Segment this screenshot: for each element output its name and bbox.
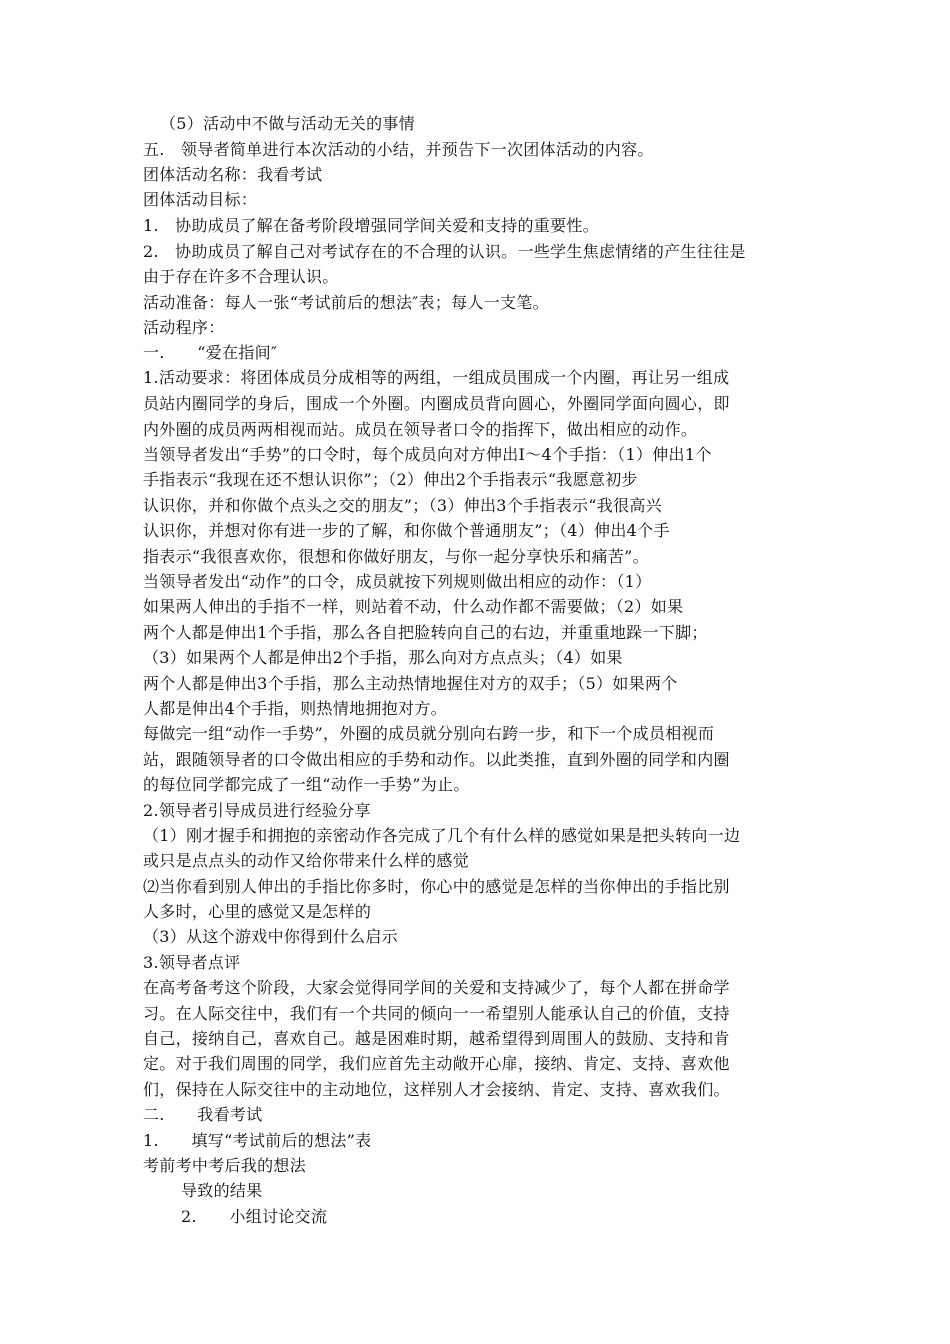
text-line: 考前考中考后我的想法 <box>143 1156 307 1175</box>
text-line: 定。对于我们周围的同学，我们应首先主动敞开心扉，接纳、肯定、支持、喜欢他 <box>143 1054 730 1073</box>
text-line: 导致的结果 <box>181 1181 263 1200</box>
text-line: 由于存在许多不合理认识。 <box>143 267 339 286</box>
text-line: 自己，接纳自己，喜欢自己。越是困难时期，越希望得到周围人的鼓励、支持和肯 <box>143 1029 730 1048</box>
text-line: 1. 填写“考试前后的想法”表 <box>143 1131 372 1150</box>
text-line: 认识你，并想对你有进一步的了解，和你做个普通朋友”；（4）伸出4个手 <box>143 521 670 540</box>
text-line: ⑵当你看到别人伸出的手指比你多时，你心中的感觉是怎样的当你伸出的手指比别 <box>143 877 730 896</box>
text-line: 或只是点点头的动作又给你带来什么样的感觉 <box>143 851 470 870</box>
text-line: 两个人都是伸出1个手指，那么各自把脸转向自己的右边，并重重地跺一下脚； <box>143 623 708 642</box>
text-line: 在高考备考这个阶段，大家会觉得同学间的关爱和支持减少了，每个人都在拼命学 <box>143 978 730 997</box>
activity-name: 团体活动名称：我看考试 <box>143 165 323 184</box>
activity-procedure-heading: 活动程序： <box>143 318 225 337</box>
text-line: 的每位同学都完成了一组“动作一手势”为止。 <box>143 775 470 794</box>
text-line: 内外圈的成员两两相视而站。成员在领导者口令的指挥下，做出相应的动作。 <box>143 420 698 439</box>
text-line: 指表示“我很喜欢你，很想和你做好朋友，与你一起分享快乐和痛苦”。 <box>143 547 649 566</box>
section-five-line: 五. 领导者简单进行本次活动的小结，并预告下一次团体活动的内容。 <box>143 140 654 159</box>
text-line: （3）从这个游戏中你得到什么启示 <box>143 927 398 946</box>
text-line: 人都是伸出4个手指，则热情地拥抱对方。 <box>143 699 447 718</box>
text-line: 当领导者发出“手势”的口令时，每个成员向对方伸出Ⅰ〜4个手指：（1）伸出1个 <box>143 445 712 464</box>
text-line: 当领导者发出“动作”的口令，成员就按下列规则做出相应的动作：（1） <box>143 572 652 591</box>
text-line: （5）活动中不做与活动无关的事情 <box>160 114 415 133</box>
text-line: 2.领导者引导成员进行经验分享 <box>143 801 371 820</box>
goal-item: 2. 协助成员了解自己对考试存在的不合理的认识。一些学生焦虑情绪的产生往往是 <box>143 242 746 261</box>
text-line: 人多时，心里的感觉又是怎样的 <box>143 902 372 921</box>
text-line: 如果两人伸出的手指不一样，则站着不动，什么动作都不需要做；（2）如果 <box>143 597 684 616</box>
text-line: 员站内圈同学的身后，围成一个外圈。内圈成员背向圆心，外圈同学面向圆心，即 <box>143 394 730 413</box>
text-line: 认识你，并和你做个点头之交的朋友”；（3）伸出3个手指表示“我很高兴 <box>143 496 662 515</box>
text-line: 3.领导者点评 <box>143 953 241 972</box>
text-line: （1）刚才握手和拥抱的亲密动作各完成了几个有什么样的感觉如果是把头转向一边 <box>143 826 741 845</box>
section-heading: 二. 我看考试 <box>143 1105 263 1124</box>
text-line: 手指表示“我现在还不想认识你”；（2）伸出2个手指表示“我愿意初步 <box>143 470 638 489</box>
text-line: 们，保持在人际交往中的主动地位，这样别人才会接纳、肯定、支持、喜欢我们。 <box>143 1080 730 1099</box>
text-line: （3）如果两个人都是伸出2个手指，那么向对方点点头；（4）如果 <box>143 648 623 667</box>
text-line: 习。在人际交往中，我们有一个共同的倾向一一希望别人能承认自己的价值，支持 <box>143 1004 730 1023</box>
text-line: 1.活动要求：将团体成员分成相等的两组，一组成员围成一个内圈，再让另一组成 <box>143 368 730 387</box>
section-heading: 一. “爱在指间″ <box>143 343 278 362</box>
goal-item: 1. 协助成员了解在备考阶段增强同学间关爱和支持的重要性。 <box>143 216 599 235</box>
text-line: 每做完一组“动作一手势”，外圈的成员就分别向右跨一步，和下一个成员相视而 <box>143 724 715 743</box>
text-line: 两个人都是伸出3个手指，那么主动热情地握住对方的双手；（5）如果两个 <box>143 674 678 693</box>
text-line: 2. 小组讨论交流 <box>181 1207 328 1226</box>
activity-goal-heading: 团体活动目标： <box>143 190 258 209</box>
text-line: 站，跟随领导者的口令做出相应的手势和动作。以此类推，直到外圈的同学和内圈 <box>143 750 730 769</box>
activity-preparation: 活动准备：每人一张“考试前后的想法″表；每人一支笔。 <box>143 293 549 312</box>
